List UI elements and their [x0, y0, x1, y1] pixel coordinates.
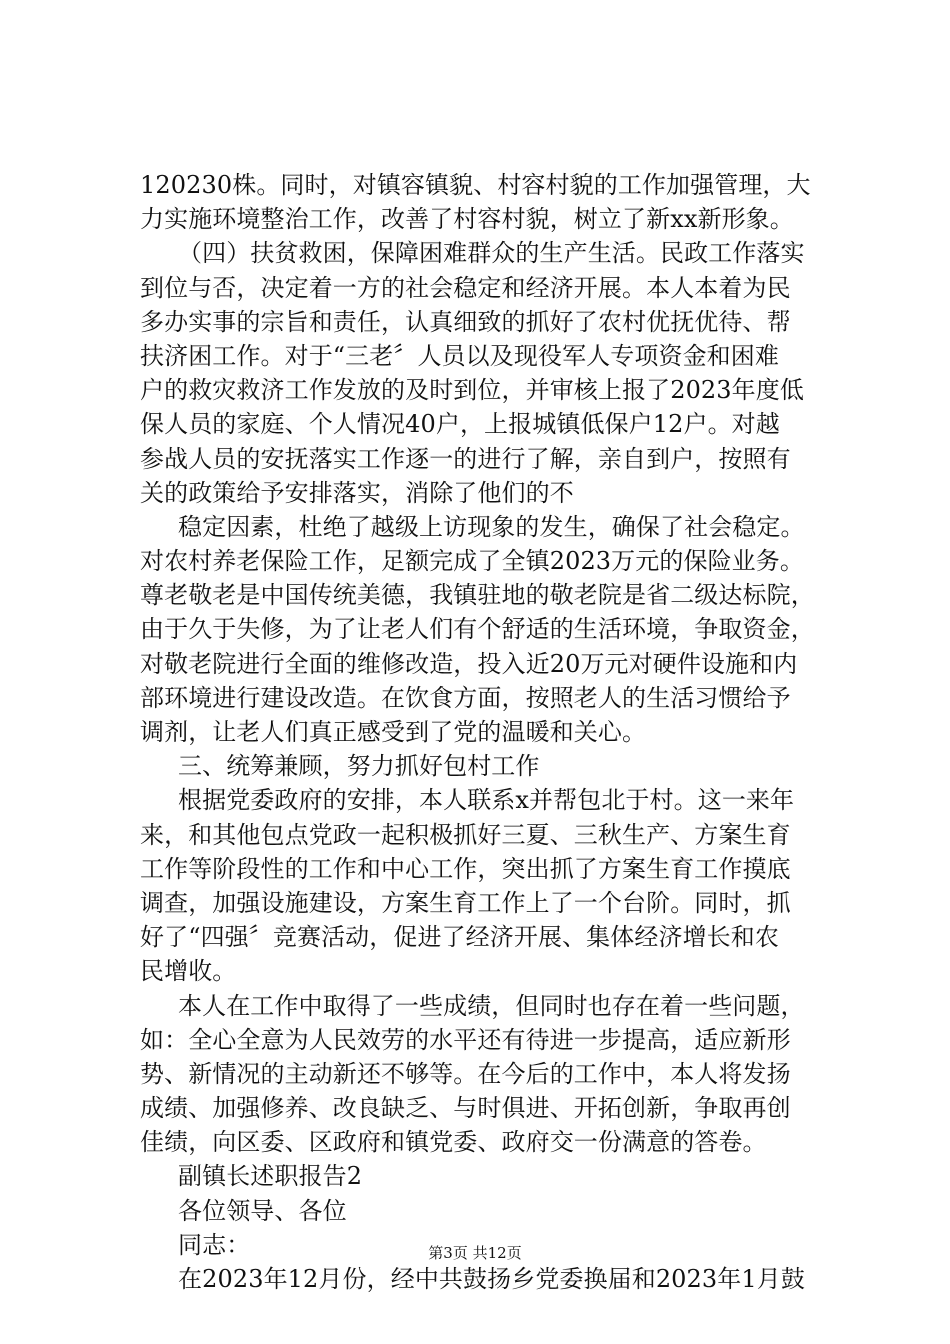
text-line: 工作等阶段性的工作和中心工作，突出抓了方案生育工作摸底	[140, 854, 791, 883]
text-line: 参战人员的安抚落实工作逐一的进行了解，亲自到户，按照有	[140, 444, 791, 473]
text-line: 佳绩，向区委、区政府和镇党委、政府交一份满意的答卷。	[140, 1128, 767, 1157]
text-line: 势、新情况的主动新还不够等。在今后的工作中，本人将发扬	[140, 1059, 791, 1088]
text-line: 户的救灾救济工作发放的及时到位，并审核上报了2023年度低	[140, 376, 804, 405]
text-line: 力实施环境整治工作，改善了村容村貌，树立了新xx新形象。	[140, 205, 794, 234]
text-line: 120230株。同时，对镇容镇貌、村容村貌的工作加强管理，大	[140, 171, 811, 199]
text-line: 对农村养老保险工作，足额完成了全镇2023万元的保险业务。	[140, 547, 804, 576]
text-line: 三、统筹兼顾，努力抓好包村工作	[178, 752, 540, 781]
text-line: 民增收。	[140, 957, 237, 986]
page-footer: 第3页 共12页	[428, 1244, 522, 1262]
text-line: 对敬老院进行全面的维修改造，投入近20万元对硬件设施和内	[140, 649, 798, 678]
text-line: 副镇长述职报告2	[178, 1162, 363, 1191]
text-line: 扶济困工作。对于“三老〞人员以及现役军人专项资金和困难	[140, 341, 779, 370]
text-line: 保人员的家庭、个人情况40户，上报城镇低保户12户。对越	[140, 410, 780, 439]
text-line: 稳定因素，杜绝了越级上访现象的发生，确保了社会稳定。	[178, 512, 805, 541]
text-line: （四）扶贫救困，保障困难群众的生产生活。民政工作落实	[178, 239, 805, 268]
text-line: 如：全心全意为人民效劳的水平还有待进一步提高，适应新形	[140, 1025, 791, 1054]
text-line: 成绩、加强修养、改良缺乏、与时俱进、开拓创新，争取再创	[140, 1094, 791, 1123]
text-line: 根据党委政府的安排，本人联系x并帮包北于村。这一来年	[178, 786, 795, 815]
text-line: 来，和其他包点党政一起积极抓好三夏、三秋生产、方案生育	[140, 820, 791, 849]
text-line: 到位与否，决定着一方的社会稳定和经济开展。本人本着为民	[140, 273, 791, 302]
document-body	[140, 168, 820, 1296]
text-line: 好了“四强〞竞赛活动，促进了经济开展、集体经济增长和农	[140, 923, 779, 952]
text-line: 由于久于失修，为了让老人们有个舒适的生活环境，争取资金，	[140, 615, 815, 644]
text-line: 部环境进行建设改造。在饮食方面，按照老人的生活习惯给予	[140, 683, 791, 712]
text-line: 本人在工作中取得了一些成绩，但同时也存在着一些问题，	[178, 991, 805, 1020]
text-line: 调查，加强设施建设，方案生育工作上了一个台阶。同时，抓	[140, 888, 791, 917]
text-line: 多办实事的宗旨和责任，认真细致的抓好了农村优抚优待、帮	[140, 307, 791, 336]
text-line: 调剂，让老人们真正感受到了党的温暖和关心。	[140, 718, 647, 746]
text-line: 在2023年12月份，经中共鼓扬乡党委换届和2023年1月鼓	[178, 1265, 805, 1293]
text-line: 同志：	[178, 1230, 251, 1259]
text-line: 尊老敬老是中国传统美德，我镇驻地的敬老院是省二级达标院，	[140, 581, 815, 610]
text-line: 各位领导、各位	[178, 1196, 347, 1225]
text-line: 关的政策给予安排落实，消除了他们的不	[140, 478, 574, 507]
